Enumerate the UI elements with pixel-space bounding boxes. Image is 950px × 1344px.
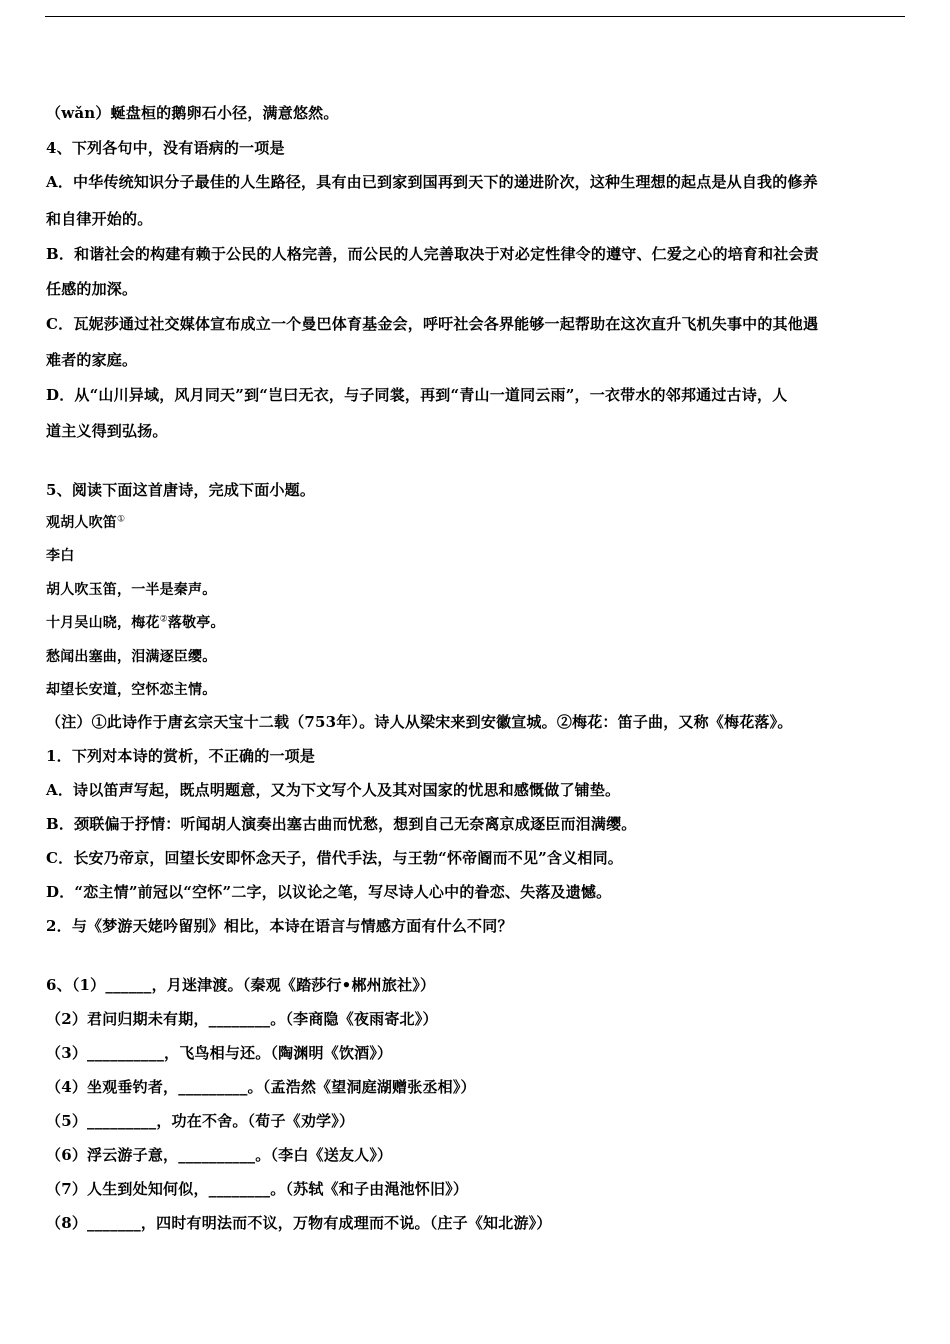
poem-verse-2-a: 十月吴山晓，梅花 [46, 615, 160, 631]
q4-stem: 4、下列各句中，没有语病的一项是 [46, 139, 285, 157]
q6-item-1: 6、（1）______，月迷津渡。（秦观《踏莎行•郴州旅社》） [46, 976, 436, 994]
q4-option-a-cont: 和自律开始的。 [46, 210, 153, 228]
q6-item-4: （4）坐观垂钓者，_________。（孟浩然《望洞庭湖赠张丞相》） [46, 1078, 476, 1096]
q5-sub1-stem: 1．下列对本诗的赏析，不正确的一项是 [46, 747, 316, 765]
poem-verse-1: 胡人吹玉笛，一半是秦声。 [46, 582, 217, 598]
poem-verse-2-footnote-mark: ② [159, 614, 168, 625]
q5-sub1-option-c: C．长安乃帝京，回望长安即怀念天子，借代手法，与王勃“怀帝阍而不见”含义相同。 [46, 849, 623, 867]
q5-sub1-option-b: B．颈联偏于抒情：听闻胡人演奏出塞古曲而忧愁，想到自己无奈离京成逐臣而泪满缨。 [46, 815, 637, 833]
q5-stem: 5、阅读下面这首唐诗，完成下面小题。 [46, 481, 316, 499]
q4-option-d: D．从“山川异域，风月同天”到“岂曰无衣，与子同裳，再到“青山一道同云雨”，一衣带水的邻邦通过古诗，人 [46, 386, 788, 404]
poem-title [46, 512, 125, 532]
continuation-line: （wǎn）蜒盘桓的鹅卵石小径，满意悠然。 [46, 104, 339, 122]
q4-option-b: B．和谐社会的构建有赖于公民的人格完善，而公民的人完善取决于对必定性律令的遵守、仁爱之心的培育和社会责 [46, 245, 819, 263]
q6-item-7: （7）人生到处知何似，________。（苏轼《和子由渑池怀旧》） [46, 1180, 469, 1198]
q6-item-8: （8）_______，四时有明法而不议，万物有成理而不说。（庄子《知北游》） [46, 1214, 552, 1232]
q4-option-c-cont: 难者的家庭。 [46, 351, 138, 369]
header-rule [45, 16, 905, 17]
q6-item-2: （2）君问归期未有期，________。（李商隐《夜雨寄北》） [46, 1010, 438, 1028]
q4-option-b-cont: 任感的加深。 [46, 280, 138, 298]
poem-note: （注）①此诗作于唐玄宗天宝十二载（753年）。诗人从梁宋来到安徽宣城。②梅花：笛子曲，又称《梅花落》。 [46, 713, 793, 731]
q6-item-3: （3）__________，飞鸟相与还。（陶渊明《饮酒》） [46, 1044, 393, 1062]
q5-sub2-stem: 2．与《梦游天姥吟留别》相比，本诗在语言与情感方面有什么不同？ [46, 917, 513, 935]
poem-verse-3: 愁闻出塞曲，泪满逐臣缨。 [46, 649, 217, 665]
poem-title-text: 观胡人吹笛 [46, 515, 117, 531]
q5-sub1-option-d: D．“恋主情”前冠以“空怀”二字，以议论之笔，写尽诗人心中的眷恋、失落及遗憾。 [46, 883, 612, 901]
q6-item-6: （6）浮云游子意，__________。（李白《送友人》） [46, 1146, 393, 1164]
q5-sub1-option-a: A．诗以笛声写起，既点明题意，又为下文写个人及其对国家的忧思和感慨做了铺垫。 [46, 781, 621, 799]
q4-option-a: A．中华传统知识分子最佳的人生路径，具有由已到家到国再到天下的递进阶次，这种生理想的起点是从自我的修养 [46, 173, 818, 191]
q6-item-5: （5）_________，功在不舍。（荀子《劝学》） [46, 1112, 355, 1130]
poem-title-footnote-mark: ① [117, 514, 126, 525]
poem-verse-2-b: 落敬亭。 [167, 615, 225, 631]
poem-author: 李白 [46, 548, 75, 564]
q4-option-d-cont: 道主义得到弘扬。 [46, 422, 168, 440]
poem-verse-2 [46, 612, 225, 632]
q4-option-c: C．瓦妮莎通过社交媒体宣布成立一个曼巴体育基金会，呼吁社会各界能够一起帮助在这次直升飞机失事中的其他遇 [46, 315, 819, 333]
poem-verse-4: 却望长安道，空怀恋主情。 [46, 682, 217, 698]
